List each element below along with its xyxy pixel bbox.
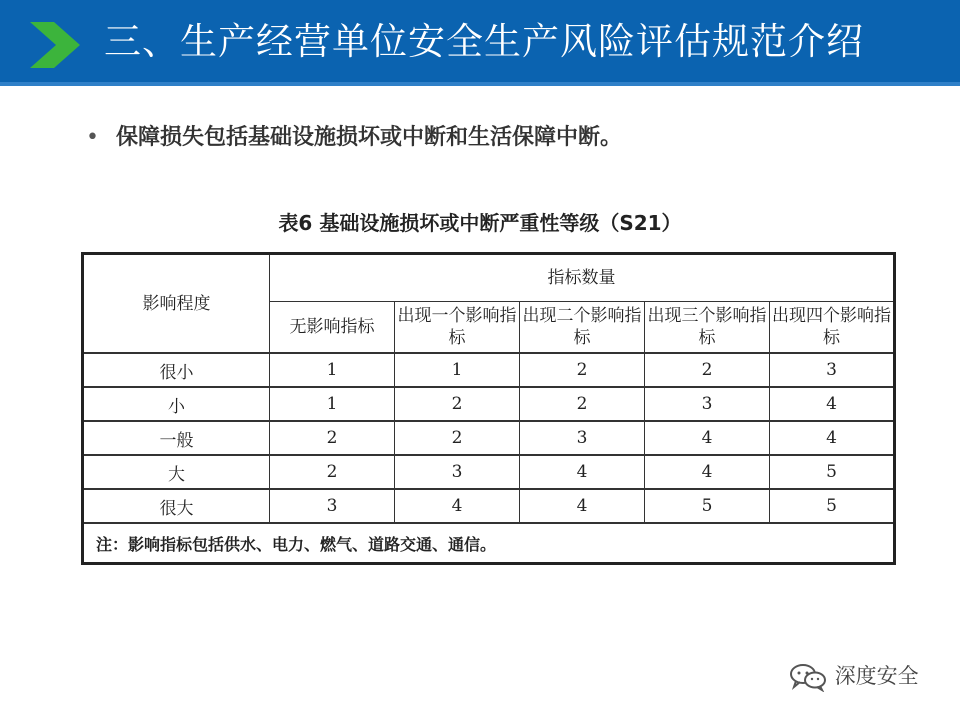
table-note-row (83, 523, 895, 564)
table-cell: 4 (645, 455, 770, 489)
table-row (83, 455, 895, 489)
bullet-item (86, 120, 622, 151)
table-cell: 5 (645, 489, 770, 523)
table-cell: 4 (395, 489, 520, 523)
row-label: 一般 (83, 421, 270, 455)
table-cell: 2 (645, 353, 770, 387)
table-cell: 4 (520, 489, 645, 523)
table-cell: 3 (770, 353, 895, 387)
table-cell: 2 (270, 455, 395, 489)
group-header: 指标数量 (270, 254, 895, 302)
column-header: 出现三个影响指标 (645, 302, 770, 354)
table-cell: 3 (520, 421, 645, 455)
table-cell: 2 (520, 353, 645, 387)
chevron-right-icon (28, 20, 82, 70)
table-note: 注：影响指标包括供水、电力、燃气、道路交通、通信。 (83, 523, 895, 564)
table-cell: 3 (645, 387, 770, 421)
row-label: 很小 (83, 353, 270, 387)
column-header: 无影响指标 (270, 302, 395, 354)
watermark (788, 660, 919, 692)
watermark-text: 深度安全 (834, 664, 919, 688)
table-cell: 1 (395, 353, 520, 387)
table-cell: 5 (770, 489, 895, 523)
slide-title: 三、生产经营单位安全生产风险评估规范介绍 (104, 20, 864, 63)
slide-header (0, 0, 960, 86)
table-cell: 3 (270, 489, 395, 523)
table-caption: 表6 基础设施损坏或中断严重性等级（S21） (278, 211, 682, 235)
column-header: 出现四个影响指标 (770, 302, 895, 354)
table-cell: 2 (270, 421, 395, 455)
table-cell: 4 (770, 387, 895, 421)
row-label: 小 (83, 387, 270, 421)
table-row (83, 387, 895, 421)
table-cell: 4 (645, 421, 770, 455)
table-cell: 2 (520, 387, 645, 421)
table-cell: 1 (270, 387, 395, 421)
column-header: 出现一个影响指标 (395, 302, 520, 354)
table-row (83, 489, 895, 523)
bullet-dot-icon: • (86, 125, 99, 150)
severity-table (81, 252, 896, 565)
table-cell: 2 (395, 421, 520, 455)
table-cell: 1 (270, 353, 395, 387)
table-cell: 4 (520, 455, 645, 489)
table-cell: 3 (395, 455, 520, 489)
row-label: 大 (83, 455, 270, 489)
table-row (83, 421, 895, 455)
table-cell: 4 (770, 421, 895, 455)
column-header: 出现二个影响指标 (520, 302, 645, 354)
row-label: 很大 (83, 489, 270, 523)
row-header: 影响程度 (83, 254, 270, 354)
table-cell: 5 (770, 455, 895, 489)
table-cell: 2 (395, 387, 520, 421)
wechat-icon (788, 662, 828, 692)
table-row (83, 353, 895, 387)
bullet-text: 保障损失包括基础设施损坏或中断和生活保障中断。 (116, 125, 623, 150)
